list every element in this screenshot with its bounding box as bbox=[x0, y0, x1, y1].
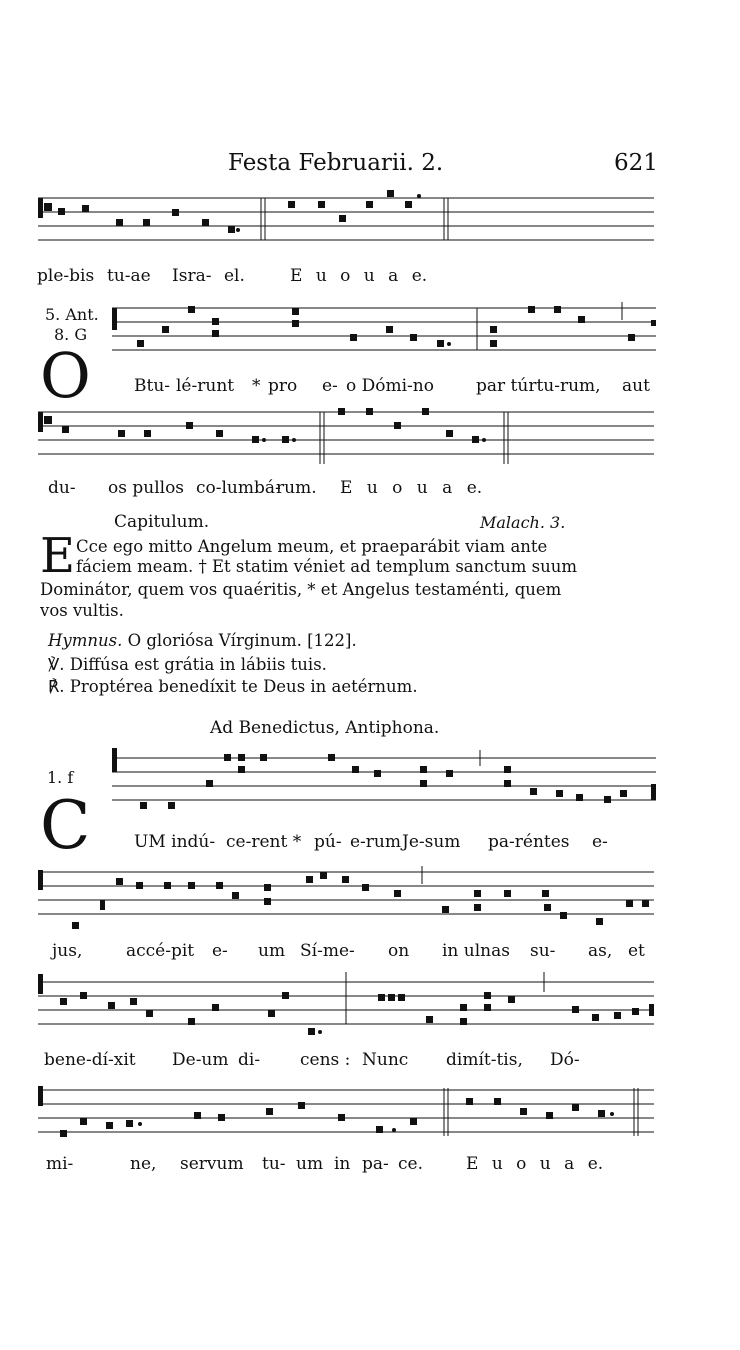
lyric: e- bbox=[322, 376, 338, 396]
lyric: in bbox=[334, 1154, 351, 1174]
lyric: co-lumbá- bbox=[196, 478, 281, 498]
lyric: bene-dí-xit bbox=[44, 1050, 136, 1070]
lyric: tu-ae bbox=[107, 266, 151, 286]
lyric: Btu- bbox=[134, 376, 171, 396]
lyric: e- bbox=[212, 941, 228, 961]
versicle-line bbox=[48, 655, 327, 675]
lyric: um bbox=[296, 1154, 324, 1174]
lyric: pro bbox=[268, 376, 298, 396]
staff-5 bbox=[36, 860, 656, 942]
lyric: cens : bbox=[300, 1050, 351, 1070]
mode-label: 1. f bbox=[47, 768, 74, 787]
lyric: UM indú- bbox=[134, 832, 216, 852]
lyric: accé-pit bbox=[126, 941, 195, 961]
lyric: di- bbox=[238, 1050, 261, 1070]
lyric: lé-runt bbox=[176, 376, 235, 396]
staff-6 bbox=[36, 968, 656, 1048]
capitulum-heading: Capitulum. bbox=[114, 512, 210, 532]
staff-2 bbox=[110, 300, 658, 362]
versicle-icon: ℣. bbox=[48, 655, 65, 674]
lyric: ce-rent * bbox=[226, 832, 302, 852]
antiphon-label: 5. Ant. bbox=[45, 305, 99, 324]
lyric: e-rum bbox=[350, 832, 401, 852]
lyric: in ulnas bbox=[442, 941, 510, 961]
lyric: E u o u a e. bbox=[340, 478, 483, 498]
capitulum-line: fáciem meam. † Et statim véniet ad templum sanctum suum bbox=[76, 557, 578, 576]
drop-cap-o: O bbox=[40, 339, 91, 412]
lyric: mi- bbox=[46, 1154, 74, 1174]
lyric: e- bbox=[592, 832, 608, 852]
response-text: Proptérea benedíxit te Deus in aetérnum. bbox=[69, 677, 418, 696]
lyric: E u o u a e. bbox=[466, 1154, 604, 1174]
lyric: ple-bis bbox=[37, 266, 95, 286]
staff-1 bbox=[36, 190, 656, 260]
lyric: el. bbox=[224, 266, 245, 286]
lyric: du- bbox=[48, 478, 76, 498]
lyric: rum. bbox=[276, 478, 317, 498]
lyric: ce. bbox=[398, 1154, 423, 1174]
mode-label: 8. G bbox=[54, 325, 88, 344]
lyric: jus, bbox=[52, 941, 83, 961]
staff-7 bbox=[36, 1078, 656, 1150]
lyric: Nunc bbox=[362, 1050, 409, 1070]
lyric: pú- bbox=[314, 832, 342, 852]
lyric: as, bbox=[588, 941, 613, 961]
capitulum-line: Dominátor, quem vos quaéritis, * et Angelus testaménti, quem bbox=[40, 580, 562, 599]
lyric: su- bbox=[530, 941, 556, 961]
staff-4 bbox=[110, 744, 658, 814]
lyric: aut bbox=[622, 376, 650, 396]
lyric: Isra- bbox=[172, 266, 212, 286]
response-line bbox=[48, 677, 418, 697]
lyric: De-um bbox=[172, 1050, 229, 1070]
lyric: um bbox=[258, 941, 286, 961]
lyric: os pullos bbox=[108, 478, 185, 498]
hymnus-text: O gloriósa Vírginum. [122]. bbox=[127, 631, 357, 650]
lyric: dimít-tis, bbox=[446, 1050, 523, 1070]
response-icon: ℟. bbox=[48, 677, 65, 696]
lyric: pa-réntes bbox=[488, 832, 570, 852]
lyric: et bbox=[628, 941, 645, 961]
capitulum-line: Cce ego mitto Angelum meum, et praeparábit viam ante bbox=[76, 537, 548, 556]
lyric: servum bbox=[180, 1154, 244, 1174]
drop-cap-c: C bbox=[40, 787, 91, 864]
lyric: Sí-me- bbox=[300, 941, 355, 961]
lyric: par túrtu-rum, bbox=[476, 376, 601, 396]
drop-cap-e: E bbox=[40, 528, 76, 584]
lyric: on bbox=[388, 941, 410, 961]
lyric: o Dómi-no bbox=[346, 376, 434, 396]
hymnus-line bbox=[48, 631, 357, 651]
lyric: Dó- bbox=[550, 1050, 580, 1070]
lyric: * bbox=[252, 376, 261, 396]
staff-3 bbox=[36, 404, 656, 466]
lyric: pa- bbox=[362, 1154, 389, 1174]
capitulum-reference: Malach. 3. bbox=[480, 513, 566, 532]
capitulum-line: vos vultis. bbox=[40, 601, 124, 620]
lyric: ne, bbox=[130, 1154, 157, 1174]
lyric: tu- bbox=[262, 1154, 286, 1174]
page-title: Festa Februarii. 2. bbox=[228, 150, 444, 176]
hymnus-label: Hymnus. bbox=[48, 631, 123, 650]
lyric: Je-sum bbox=[402, 832, 461, 852]
benedictus-heading: Ad Benedictus, Antiphona. bbox=[210, 718, 440, 738]
versicle-text: Diffúsa est grátia in lábiis tuis. bbox=[69, 655, 327, 674]
lyric: E u o u a e. bbox=[290, 266, 428, 286]
page-number: 621 bbox=[614, 150, 658, 176]
